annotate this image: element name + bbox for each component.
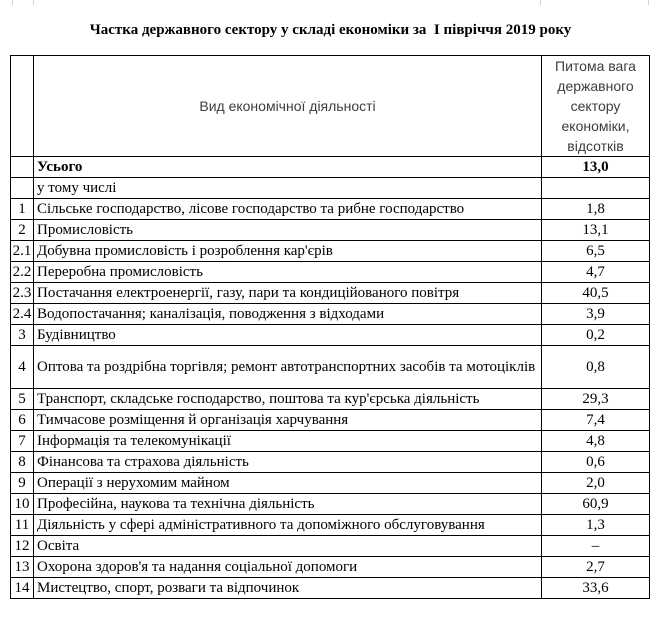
activity-cell: Сільське господарство, лісове господарство та рибне господарство — [34, 199, 542, 220]
activity-cell: Діяльність у сфері адміністративного та допоміжного обслуговування — [34, 515, 542, 536]
page-title: Частка державного сектору у складі економіки за І півріччя 2019 року — [89, 22, 572, 38]
gridline-stub — [540, 0, 541, 5]
row-number-cell: 12 — [11, 536, 34, 557]
value-cell: 13,0 — [542, 157, 650, 178]
value-cell: 33,6 — [542, 578, 650, 599]
table-row — [11, 283, 650, 304]
table-row — [11, 262, 650, 283]
value-cell: 3,9 — [542, 304, 650, 325]
activity-cell: Охорона здоров'я та надання соціальної допомоги — [34, 557, 542, 578]
row-number-cell: 2.1 — [11, 241, 34, 262]
row-number-cell: 2 — [11, 220, 34, 241]
table-row — [11, 199, 650, 220]
gridline-stub — [12, 0, 13, 5]
row-number-cell: 1 — [11, 199, 34, 220]
activity-cell: Фінансова та страхова діяльність — [34, 452, 542, 473]
header-activity-cell: Вид економічної діяльності — [34, 56, 542, 157]
activity-cell: Освіта — [34, 536, 542, 557]
activity-cell: Переробна промисловість — [34, 262, 542, 283]
value-cell: 0,2 — [542, 325, 650, 346]
activity-cell: Водопостачання; каналізація, поводження з відходами — [34, 304, 542, 325]
value-cell — [542, 178, 650, 199]
row-number-cell: 9 — [11, 473, 34, 494]
gridline-stub — [33, 0, 34, 5]
table-row — [11, 346, 650, 389]
value-cell: 40,5 — [542, 283, 650, 304]
table-row — [11, 157, 650, 178]
header-number-cell — [11, 56, 34, 157]
table-row — [11, 515, 650, 536]
activity-cell: Тимчасове розміщення й організація харчування — [34, 410, 542, 431]
row-number-cell: 13 — [11, 557, 34, 578]
table-row — [11, 578, 650, 599]
row-number-cell: 7 — [11, 431, 34, 452]
value-cell: 4,8 — [542, 431, 650, 452]
row-number-cell: 8 — [11, 452, 34, 473]
value-cell: 6,5 — [542, 241, 650, 262]
value-cell: 29,3 — [542, 389, 650, 410]
table-row — [11, 325, 650, 346]
activity-cell: Операції з нерухомим майном — [34, 473, 542, 494]
row-number-cell: 5 — [11, 389, 34, 410]
row-number-cell: 11 — [11, 515, 34, 536]
table-header — [11, 56, 650, 157]
value-cell: 7,4 — [542, 410, 650, 431]
activity-cell: Оптова та роздрібна торгівля; ремонт автотранспортних засобів та мотоціклів — [34, 346, 542, 389]
row-number-cell: 2.3 — [11, 283, 34, 304]
table-row — [11, 557, 650, 578]
value-cell: 60,9 — [542, 494, 650, 515]
activity-cell: Будівництво — [34, 325, 542, 346]
row-number-cell — [11, 178, 34, 199]
table-row — [11, 304, 650, 325]
row-number-cell: 2.4 — [11, 304, 34, 325]
table-row — [11, 452, 650, 473]
table-row — [11, 410, 650, 431]
row-number-cell: 4 — [11, 346, 34, 389]
row-number-cell: 3 — [11, 325, 34, 346]
value-cell: 0,8 — [542, 346, 650, 389]
activity-cell: Транспорт, складське господарство, поштова та кур'єрська діяльність — [34, 389, 542, 410]
value-cell: 2,7 — [542, 557, 650, 578]
value-cell: 2,0 — [542, 473, 650, 494]
value-cell: 13,1 — [542, 220, 650, 241]
value-cell: – — [542, 536, 650, 557]
table-body — [11, 157, 650, 599]
table-row — [11, 536, 650, 557]
activity-cell: Добувна промисловість і розроблення кар'єрів — [34, 241, 542, 262]
table-row — [11, 178, 650, 199]
row-number-cell: 2.2 — [11, 262, 34, 283]
table-row — [11, 220, 650, 241]
header-value-cell: Питома вага державного сектору економіки, відсотків — [542, 56, 650, 157]
activity-cell: Професійна, наукова та технічна діяльність — [34, 494, 542, 515]
activity-cell: Постачання електроенергії, газу, пари та кондиційованого повітря — [34, 283, 542, 304]
value-cell: 1,3 — [542, 515, 650, 536]
table-row — [11, 241, 650, 262]
activity-cell: Інформація та телекомунікації — [34, 431, 542, 452]
table-row — [11, 389, 650, 410]
row-number-cell: 14 — [11, 578, 34, 599]
activity-cell: Усього — [34, 157, 542, 178]
activity-cell: Мистецтво, спорт, розваги та відпочинок — [34, 578, 542, 599]
value-cell: 0,6 — [542, 452, 650, 473]
table-row — [11, 473, 650, 494]
activity-cell: у тому числі — [34, 178, 542, 199]
row-number-cell: 10 — [11, 494, 34, 515]
value-cell: 1,8 — [542, 199, 650, 220]
activity-cell: Промисловість — [34, 220, 542, 241]
row-number-cell: 6 — [11, 410, 34, 431]
gridline-stub — [648, 0, 649, 5]
table-row — [11, 431, 650, 452]
table-row — [11, 494, 650, 515]
value-cell: 4,7 — [542, 262, 650, 283]
state-sector-table — [10, 55, 650, 599]
row-number-cell — [11, 157, 34, 178]
header-row — [11, 56, 650, 157]
